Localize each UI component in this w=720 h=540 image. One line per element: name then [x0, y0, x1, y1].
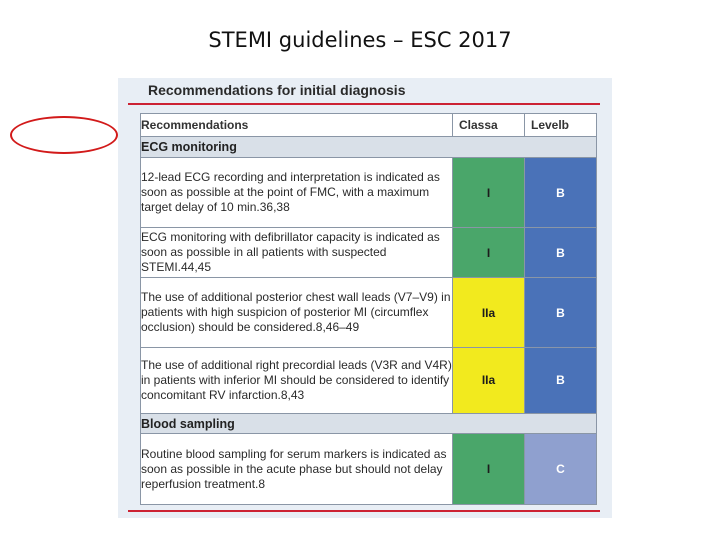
class-cell: IIa: [453, 278, 525, 347]
level-cell: B: [525, 278, 597, 347]
class-cell: I: [453, 228, 525, 278]
header-class: Classa: [453, 114, 525, 137]
bottom-divider: [128, 510, 600, 512]
table-header-row: [141, 114, 597, 137]
level-cell: B: [525, 228, 597, 278]
class-cell: I: [453, 434, 525, 505]
level-cell: C: [525, 434, 597, 505]
header-level: Levelb: [525, 114, 597, 137]
section-row-ecg: [141, 137, 597, 157]
section-title: Blood sampling: [141, 414, 597, 434]
table-row: [141, 228, 597, 278]
panel-heading: Recommendations for initial diagnosis: [148, 82, 406, 98]
recommendation-text: Routine blood sampling for serum markers is indicated as soon as possible in the acute phase but should not delay reperfusion treatment.8: [141, 434, 453, 505]
class-cell: IIa: [453, 347, 525, 413]
level-cell: B: [525, 347, 597, 413]
slide-title: STEMI guidelines – ESC 2017: [208, 28, 512, 52]
recommendation-text: The use of additional right precordial leads (V3R and V4R) in patients with inferior MI should be considered to identify concomitant RV infarction.8,43: [141, 347, 453, 413]
header-recommendations: Recommendations: [141, 114, 453, 137]
class-cell: I: [453, 157, 525, 227]
recommendation-text: The use of additional posterior chest wall leads (V7–V9) in patients with high suspicion of posterior MI (circumflex occlusion) should be considered.8,46–49: [141, 278, 453, 347]
level-cell: B: [525, 157, 597, 227]
table-row: [141, 278, 597, 347]
table-row: [141, 434, 597, 505]
recommendation-text: 12-lead ECG recording and interpretation is indicated as soon as possible at the point of FMC, with a maximum target delay of 10 min.36,38: [141, 157, 453, 227]
recommendations-panel: [118, 78, 612, 518]
section-title: ECG monitoring: [141, 137, 597, 157]
section-row-blood: [141, 414, 597, 434]
table-row: [141, 157, 597, 227]
annotation-circle: [10, 116, 118, 154]
recommendation-text: ECG monitoring with defibrillator capacity is indicated as soon as possible in all patients with suspected STEMI.44,45: [141, 228, 453, 278]
table-row: [141, 347, 597, 413]
recommendations-table: [140, 113, 597, 505]
top-divider: [128, 103, 600, 105]
